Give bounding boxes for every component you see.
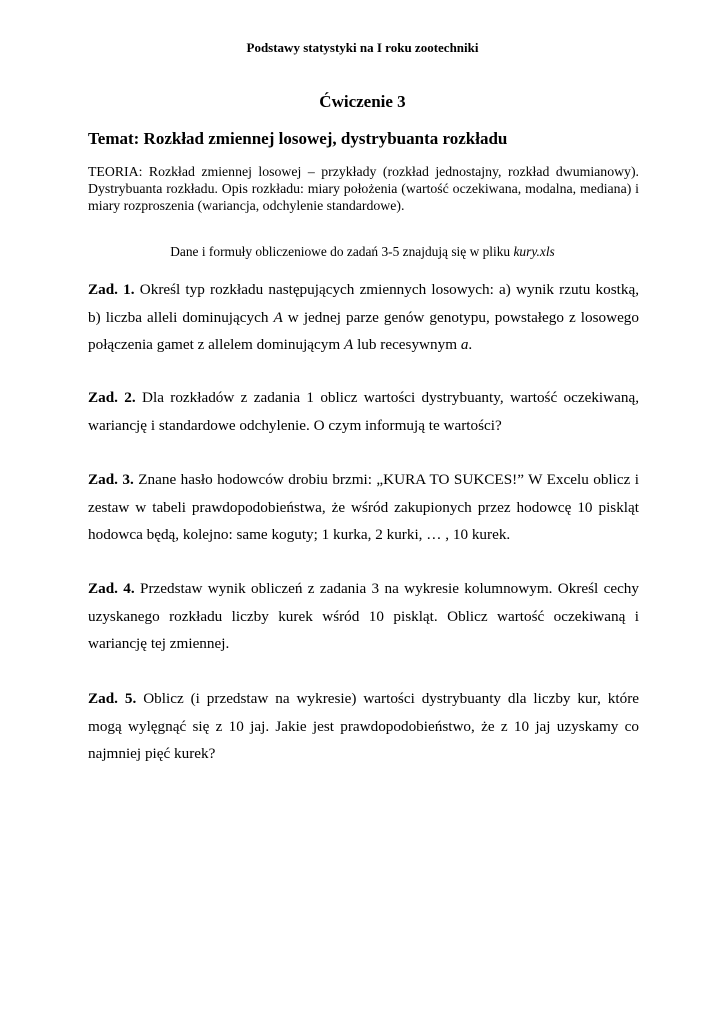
task-5 — [88, 685, 639, 768]
task-label: Zad. 3. — [88, 471, 134, 488]
allele-symbol: A — [343, 336, 354, 353]
task-text: . — [468, 336, 473, 353]
task-label: Zad. 4. — [88, 580, 135, 597]
task-1 — [88, 276, 639, 359]
task-text: Dla rozkładów z zadania 1 oblicz wartości dystrybuanty, wartość oczekiwaną, wariancję i standardowe odchylenie. O czym informują te wartości? — [88, 389, 639, 434]
task-text: Znane hasło hodowców drobiu brzmi: „KURA TO SUKCES!” W Excelu oblicz i zestaw w tabeli prawdopodobieństwa, że wśród zakupionych przez hodowcę 10 piskląt hodowca będą, kolejno: same koguty; 1 kurka, 2 kurki, … , 10 kurek. — [88, 471, 639, 543]
data-note — [0, 244, 725, 260]
task-label: Zad. 2. — [88, 389, 136, 406]
topic-heading: Temat: Rozkład zmiennej losowej, dystrybuanta rozkładu — [88, 129, 508, 148]
task-2 — [88, 384, 639, 439]
task-label: Zad. 1. — [88, 281, 135, 298]
task-text: Przedstaw wynik obliczeń z zadania 3 na wykresie kolumnowym. Określ cechy uzyskanego rozkładu liczby kurek wśród 10 piskląt. Oblicz wartość oczekiwaną i wariancję tej zmiennej. — [88, 580, 639, 652]
document-header: Podstawy statystyki na I roku zootechniki — [246, 40, 479, 55]
data-file-name: kury.xls — [513, 244, 555, 259]
exercise-title: Ćwiczenie 3 — [319, 92, 406, 111]
task-3 — [88, 466, 639, 549]
data-note-text: Dane i formuły obliczeniowe do zadań 3-5 znajdują się w pliku — [170, 244, 514, 259]
task-text: w jednej parze genów genotypu, powstałego z losowego połączenia gamet z allelem dominującym — [88, 308, 639, 353]
allele-symbol: a — [460, 336, 469, 353]
allele-symbol: A — [273, 308, 283, 326]
task-text: Określ typ rozkładu następujących zmiennych losowych: a) wynik rzutu kostką, b) liczba alleli dominujących — [88, 281, 640, 326]
theory-paragraph: TEORIA: Rozkład zmiennej losowej – przykłady (rozkład jednostajny, rozkład dwumianowy). Dystrybuanta rozkładu. Opis rozkładu: miary położenia (wartość oczekiwana, modalna, mediana) i miary rozproszenia (wariancja, odchylenie standardowe). — [88, 164, 639, 213]
task-text: lub recesywnym — [353, 336, 461, 353]
task-label: Zad. 5. — [88, 690, 137, 707]
task-text: Oblicz (i przedstaw na wykresie) wartości dystrybuanty dla liczby kur, które mogą wylęgnąć się z 10 jaj. Jakie jest prawdopodobieństwo, że z 10 jaj uzyskamy co najmniej pięć kurek? — [88, 690, 639, 762]
task-4 — [88, 575, 639, 658]
